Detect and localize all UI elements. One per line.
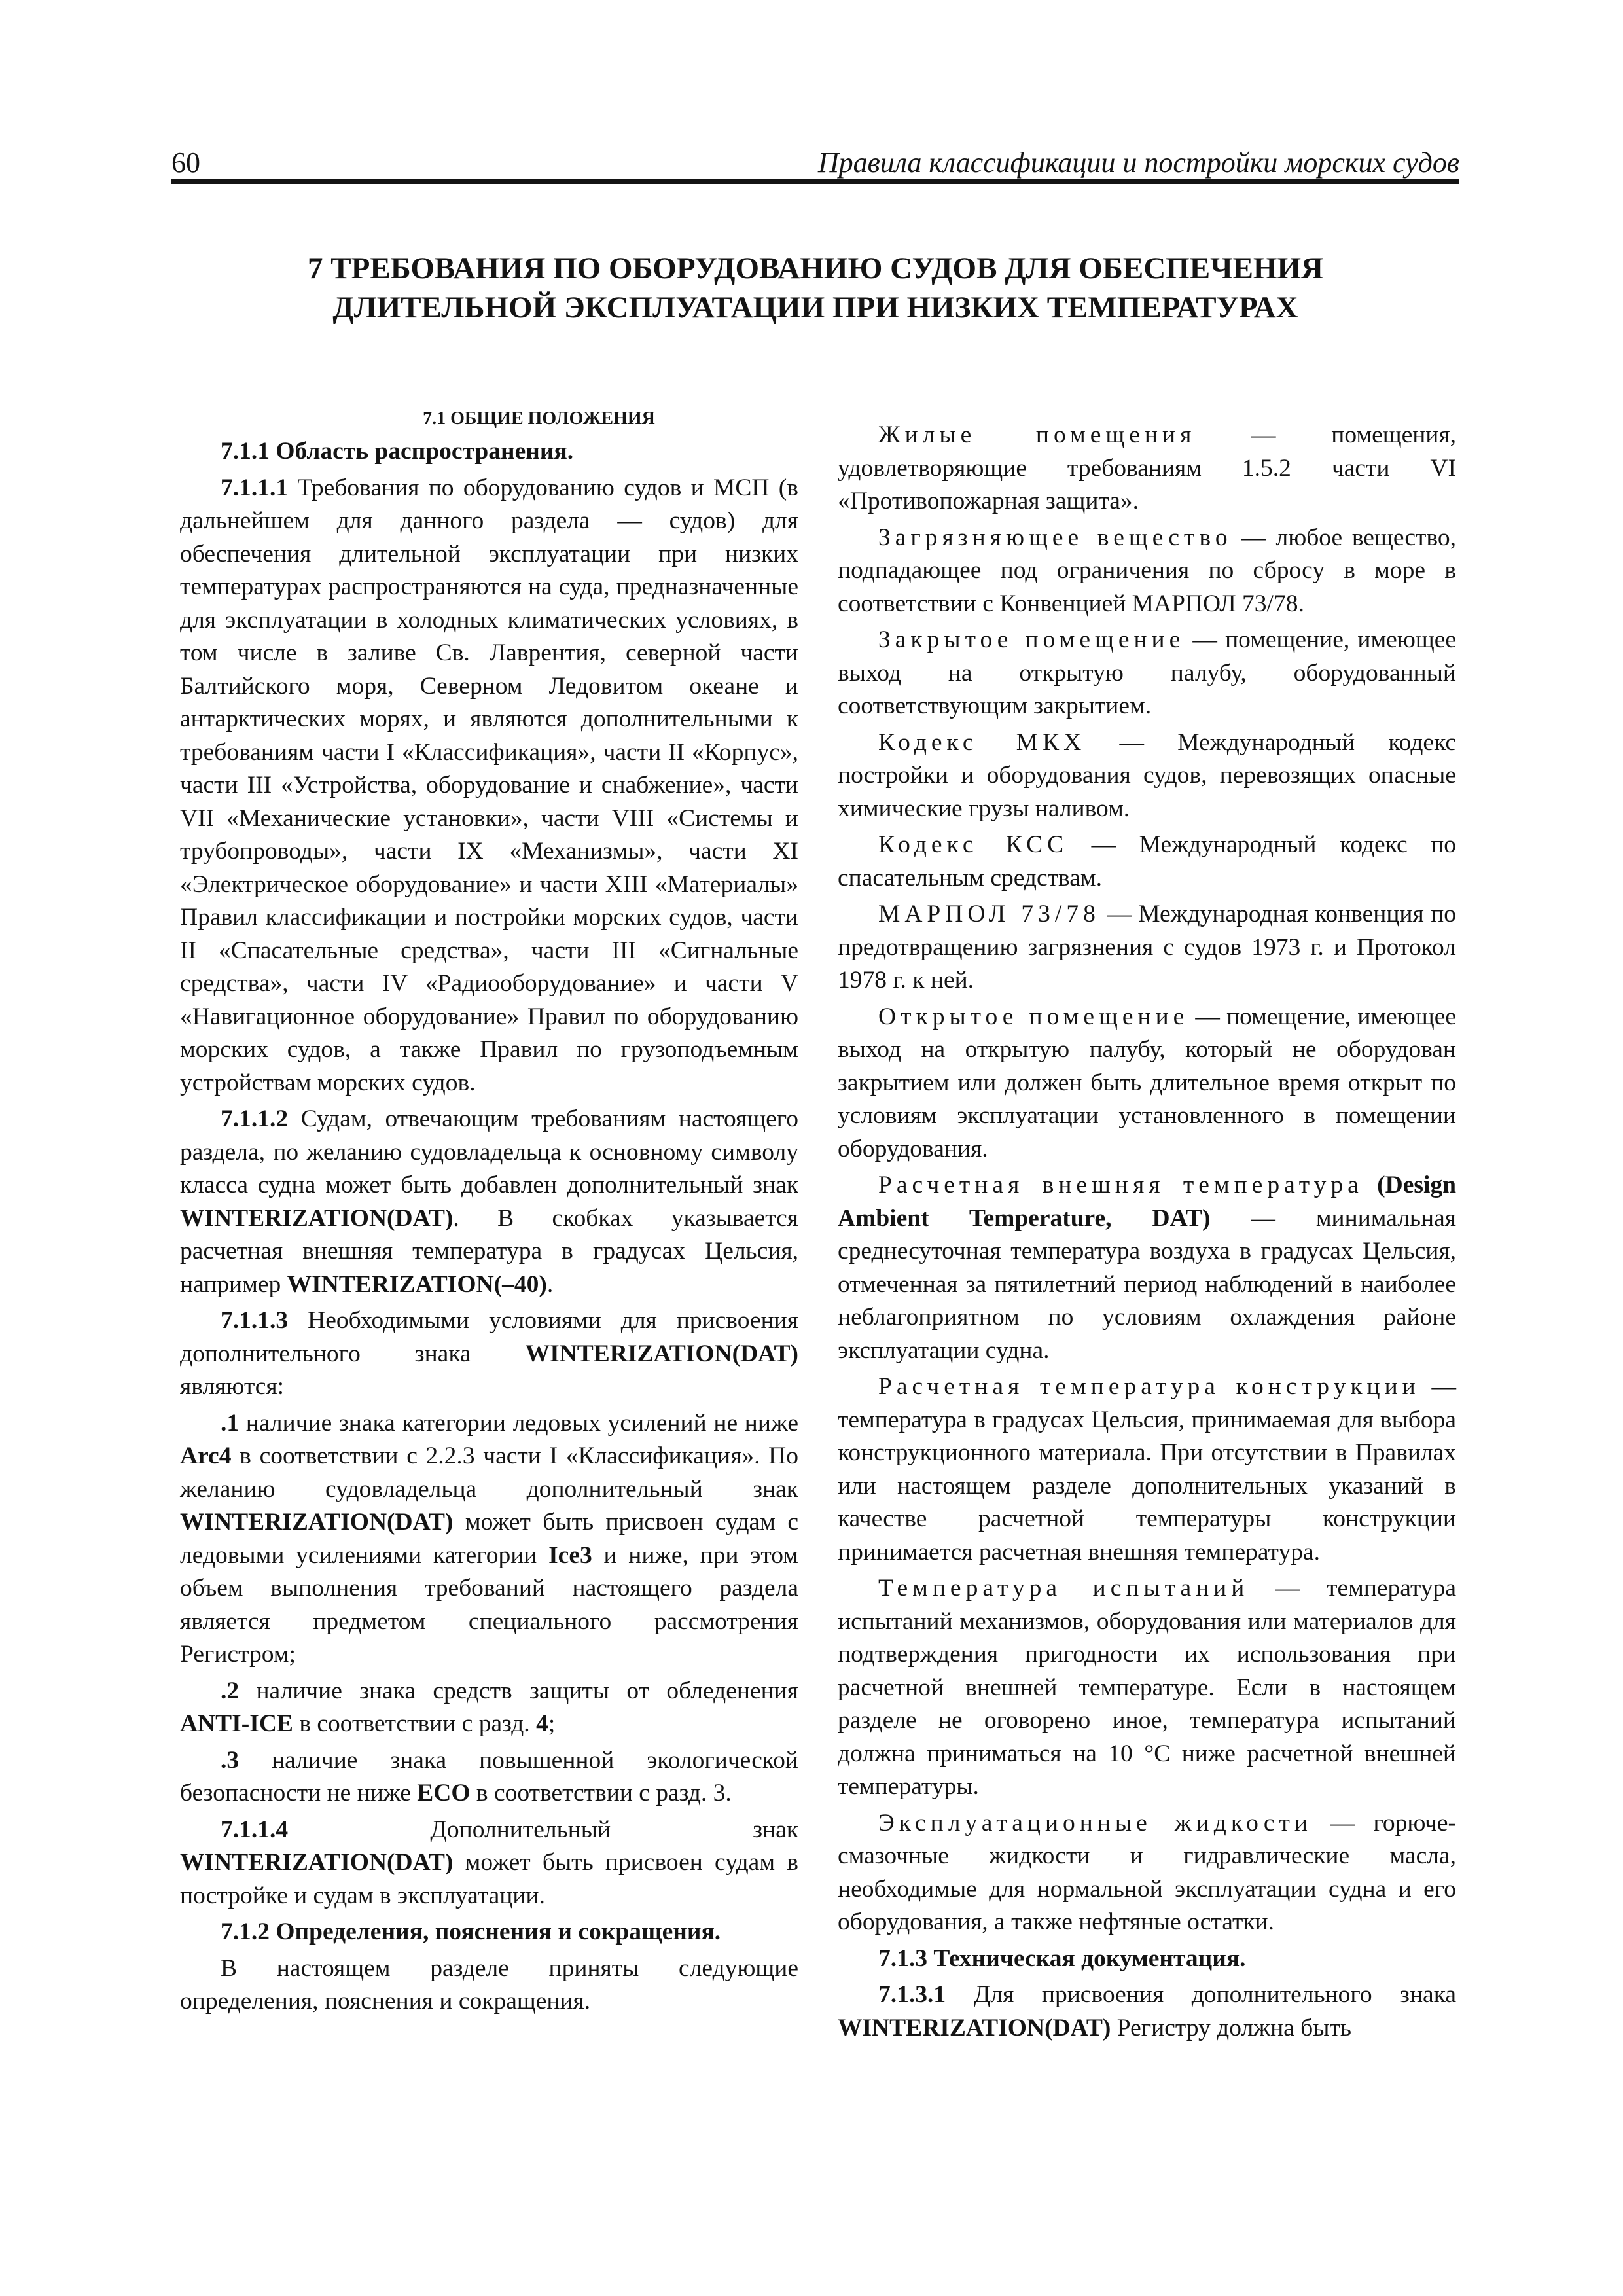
paragraph-text: Судам, отвечающим требованиям настоящего раздела, по желанию судовладельца к основному символу класса судна может быть добавлен дополнительный знак — [180, 1105, 798, 1198]
ice-class-notation: Arc4 — [180, 1443, 232, 1469]
paragraph-7-1-1-2 — [180, 1103, 798, 1301]
definition-term: Закрытое помещение — [878, 626, 1185, 653]
definition-term: Расчетная температура конструкции — [878, 1373, 1420, 1400]
paragraph-text: Для присвоения дополнительного знака — [946, 1981, 1456, 2008]
definition-accommodation — [838, 419, 1456, 518]
class-notation: WINTERIZATION(DAT) — [525, 1340, 798, 1367]
subsection-heading-7-1-1: 7.1.1 Область распространения. — [221, 438, 574, 465]
definition-test-temperature — [838, 1572, 1456, 1804]
paragraph-text: Дополнительный знак — [288, 1816, 798, 1843]
list-item-2 — [180, 1675, 798, 1741]
item-text: ; — [548, 1710, 556, 1737]
paragraph-text: может быть присвоен судам в постройке и судам в эксплуатации. — [180, 1849, 798, 1909]
definition-term: Температура испытаний — [878, 1575, 1249, 1602]
definition-text: — горюче-смазочные жидкости и гидравлические масла, необходимые для нормальной эксплуатации судна и его оборудования, а также нефтяные остатки. — [838, 1809, 1457, 1935]
item-text: наличие знака средств защиты от обледенения — [239, 1677, 798, 1704]
definition-ibc-code — [838, 726, 1456, 826]
clause-number: 7.1.1.3 — [221, 1307, 289, 1334]
list-item-3 — [180, 1744, 798, 1810]
paragraph-text: . В скобках указывается расчетная внешняя температура в градусах Цельсия, например — [180, 1204, 798, 1298]
class-notation-example: WINTERIZATION(–40) — [287, 1270, 547, 1298]
clause-number: 7.1.3.1 — [878, 1981, 946, 2008]
definition-term: Жилые помещения — [878, 422, 1196, 448]
definition-term: Расчетная внешняя температура — [878, 1172, 1363, 1198]
definition-term: Загрязняющее вещество — [878, 524, 1232, 551]
header-rule — [171, 179, 1459, 184]
definition-enclosed-space — [838, 624, 1456, 723]
definition-design-ambient-temperature — [838, 1169, 1456, 1367]
paragraph-7-1-3-1 — [838, 1979, 1456, 2045]
item-text: наличие знака повышенной экологической безопасности не ниже — [180, 1746, 798, 1806]
paragraph-text: . — [546, 1270, 554, 1298]
definition-design-structural-temperature — [838, 1371, 1456, 1569]
subsection-heading-7-1-2: 7.1.2 Определения, пояснения и сокращения. — [221, 1918, 721, 1945]
definition-operating-fluids — [838, 1807, 1456, 1939]
definition-open-space — [838, 1001, 1456, 1166]
definition-marpol — [838, 898, 1456, 997]
paragraph-text: Требования по оборудованию судов и МСП (в дальнейшем для данного раздела — судов) для обеспечения длительной эксплуатации при низких температурах распространяются на суда, предназначенные для эксплуатации в холодных климатических условиях, в том числе в заливе Св. Лаврентия, северной части Балтийского моря, Северном Ледовитом океане и антарктических морях, и являются дополнительными к требованиям части I «Классификация», части II «Корпус», части III «Устройства, оборудование и снабжение», части VII «Механические установки», части VIII «Системы и трубопроводы», части IX «Механизмы», части XI «Электрическое оборудование» и части XIII «Материалы» Правил классификации и постройки морских судов, части II «Спасательные средства», части III «Сигнальные средства», части IV «Радиооборудование» и части V «Навигационное оборудование» Правил по оборудованию морских судов, а также Правил по грузоподъемным устройствам морских судов. — [180, 474, 798, 1096]
right-column — [838, 419, 1456, 2048]
class-notation: WINTERIZATION(DAT) — [180, 1509, 454, 1535]
class-notation: WINTERIZATION(DAT) — [180, 1849, 454, 1876]
anti-ice-notation: ANTI-ICE — [180, 1710, 293, 1737]
definition-term: Эксплуатационные жидкости — [878, 1809, 1312, 1837]
definition-term: Кодекс КСС — [878, 831, 1069, 858]
subsection-heading-7-1-3: 7.1.3 Техническая документация. — [878, 1945, 1246, 1972]
paragraph-7-1-1-1 — [180, 472, 798, 1100]
definition-term: Кодекс МКХ — [878, 728, 1086, 756]
paragraph-7-1-1-4 — [180, 1814, 798, 1913]
paragraph-text: Необходимыми условиями для присвоения дополнительного знака — [180, 1307, 798, 1367]
clause-number: 7.1.1.4 — [221, 1816, 289, 1843]
running-title: Правила классификации и постройки морских судов — [817, 147, 1459, 179]
definition-text: — любое вещество, подпадающее под ограничения по сбросу в море в соответствии с Конвенцией МАРПОЛ 73/78. — [838, 524, 1457, 617]
definition-pollutant — [838, 522, 1456, 621]
paragraph-7-1-1-3 — [180, 1304, 798, 1404]
left-column — [180, 406, 798, 2022]
definition-text: — помещения, удовлетворяющие требованиям 1.5.2 части VI «Противопожарная защита». — [838, 422, 1457, 514]
item-number: .2 — [221, 1677, 240, 1704]
class-notation: WINTERIZATION(DAT) — [180, 1204, 454, 1232]
definition-text: — помещение, имеющее выход на открытую палубу, который не оборудован закрытием или должен быть длительное время открыт по условиям эксплуатации установленного в помещении оборудования. — [838, 1003, 1456, 1162]
item-text: в соответствии с 2.2.3 части I «Классификация». По желанию судовладельца дополнительный знак — [180, 1443, 798, 1503]
clause-number: 7.1.1.1 — [221, 474, 289, 501]
definition-term: Открытое помещение — [878, 1003, 1189, 1030]
definition-abbreviation: (Design Ambient Temperature, DAT) — [838, 1172, 1456, 1232]
section-heading-7-1: 7.1 ОБЩИЕ ПОЛОЖЕНИЯ — [423, 408, 655, 429]
section-reference: 4 — [536, 1710, 548, 1737]
page-header — [171, 145, 1459, 181]
item-text: в соответствии с разд. 3. — [470, 1780, 732, 1806]
chapter-title-line-2: ДЛИТЕЛЬНОЙ ЭКСПЛУАТАЦИИ ПРИ НИЗКИХ ТЕМПЕРАТУРАХ — [332, 291, 1298, 325]
clause-number: 7.1.1.2 — [221, 1105, 289, 1132]
item-text: может быть присвоен судам с ледовыми усилениями категории — [180, 1509, 798, 1569]
item-number: .3 — [221, 1746, 240, 1774]
eco-notation: ECO — [417, 1780, 471, 1806]
definition-lsa-code — [838, 829, 1456, 895]
definition-text: — помещение, имеющее выход на открытую палубу, оборудованный соответствующим закрытием. — [838, 626, 1457, 719]
definition-text: — Международный кодекс постройки и оборудования судов, перевозящих опасные химические грузы наливом. — [838, 728, 1456, 822]
class-notation: WINTERIZATION(DAT) — [838, 2014, 1111, 2041]
definition-text: — Международная конвенция по предотвращению загрязнения с судов 1973 г. и Протокол 1978 г. к ней. — [838, 901, 1456, 994]
definition-text: — температура испытаний механизмов, оборудования или материалов для подтверждения пригодности их использования при расчетной внешней температуре. Если в настоящем разделе не оговорено иное, температура испытаний должна приниматься на 10 °С ниже расчетной внешней температуры. — [838, 1575, 1457, 1800]
item-text: наличие знака категории ледовых усилений не ниже — [239, 1409, 798, 1437]
paragraph-text: являются: — [180, 1373, 285, 1400]
chapter-title — [171, 249, 1459, 327]
list-item-1 — [180, 1407, 798, 1672]
paragraph-7-1-2: В настоящем разделе приняты следующие определения, пояснения и сокращения. — [180, 1954, 798, 2015]
paragraph-text: Регистру должна быть — [1111, 2014, 1351, 2041]
definition-text: — температура в градусах Цельсия, принимаемая для выбора конструкционного материала. При отсутствии в Правилах или настоящем разделе дополнительных указаний в качестве расчетной температуры конструкции принимается расчетная внешняя температура. — [838, 1373, 1456, 1566]
chapter-title-line-1: 7 ТРЕБОВАНИЯ ПО ОБОРУДОВАНИЮ СУДОВ ДЛЯ ОБЕСПЕЧЕНИЯ — [308, 251, 1323, 285]
definition-text: — минимальная среднесуточная температура воздуха в градусах Цельсия, отмеченная за пятилетний период наблюдений в наиболее неблагоприятном по условиям охлаждения районе эксплуатации судна. — [838, 1204, 1456, 1364]
item-number: .1 — [221, 1409, 240, 1437]
page-number: 60 — [171, 147, 200, 179]
definition-term: МАРПОЛ 73/78 — [878, 901, 1100, 927]
ice-class-notation: Ice3 — [548, 1541, 592, 1569]
item-text: и ниже, при этом объем выполнения требований настоящего раздела является предметом специального рассмотрения Регистром; — [180, 1541, 799, 1668]
item-text: в соответствии с разд. — [293, 1710, 537, 1737]
definition-text: — Международный кодекс по спасательным средствам. — [838, 831, 1456, 891]
